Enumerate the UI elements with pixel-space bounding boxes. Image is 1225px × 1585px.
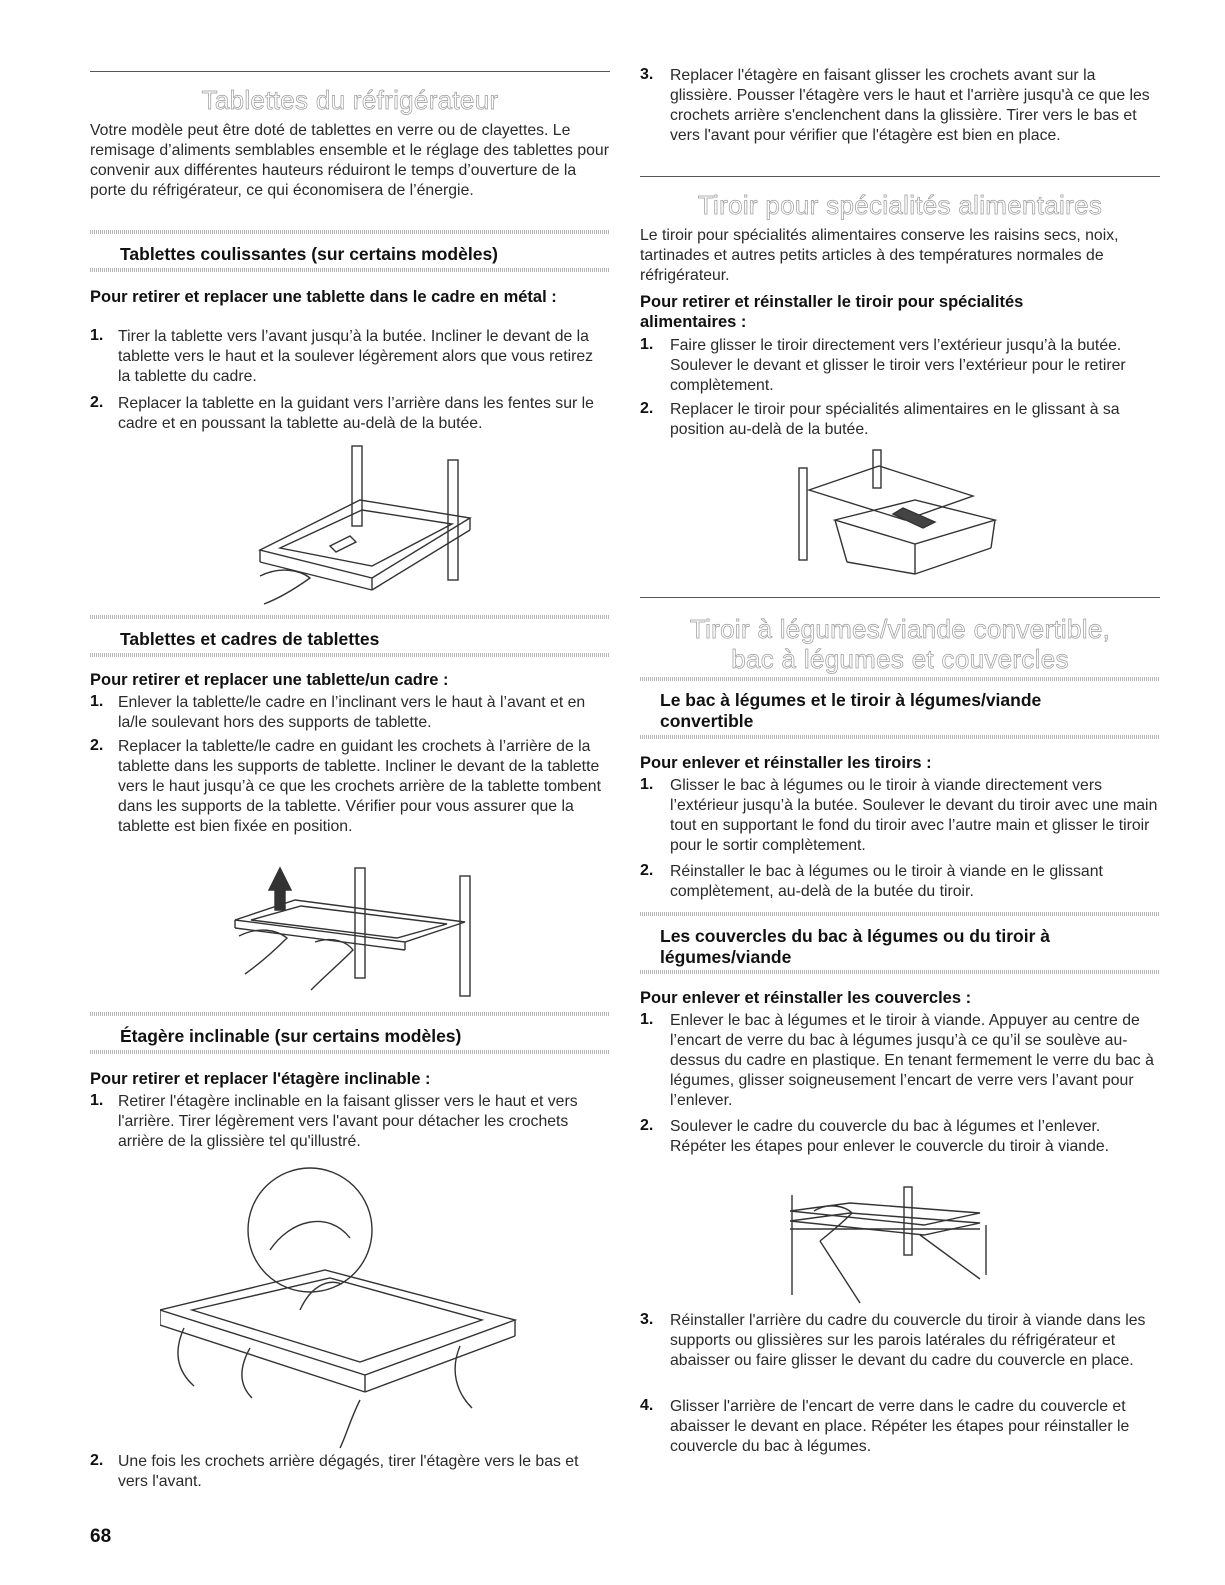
shelf-frame-illustration [215, 860, 475, 1005]
procedure-title: Pour retirer et replacer une tablette/un cadre : [90, 671, 449, 689]
step-number: 2. [640, 1117, 654, 1134]
divider [90, 230, 610, 234]
step-text: Replacer la tablette/le cadre en guidant les crochets à l’arrière de la tablette dans les supports de tablette. Incliner le devant de la tablette vers le haut jusqu’à ce que les crochets arrière de la tablette tombent dans les supports de la tablette. Vérifier pour vous assurer que la tablette est bien fixée en position. [118, 738, 601, 835]
step-text: Replacer le tiroir pour spécialités alimentaires en le glissant à sa position au-delà de la butée. [670, 401, 1120, 438]
step-number: 1. [640, 1011, 654, 1028]
step-number: 1. [640, 776, 654, 793]
specialty-drawer-intro: Le tiroir pour spécialités alimentaires conserve les raisins secs, noix, tartinades et autres petits articles à des températures normales de réfrigérateur. [640, 227, 1119, 284]
step-text: Soulever le cadre du couvercle du bac à légumes et l’enlever. Répéter les étapes pour enlever le couvercle du tiroir à viande. [670, 1118, 1110, 1155]
divider [90, 268, 610, 272]
step-number: 2. [640, 400, 654, 417]
section-title-crisper-line2: bac à légumes et couvercles [731, 644, 1069, 674]
divider [640, 735, 1160, 739]
procedure-title: Pour enlever et réinstaller les couvercles : [640, 989, 972, 1007]
step-number: 4. [640, 1397, 654, 1414]
step-number: 2. [90, 1452, 104, 1469]
page-number: 68 [90, 1526, 112, 1547]
step-text: Glisser l'arrière de l'encart de verre dans le cadre du couvercle et abaisser le devant en place. Répéter les étapes pour réinstaller le couvercle du bac à légumes. [670, 1398, 1130, 1455]
top-rule-left [90, 71, 610, 72]
step-text: Une fois les crochets arrière dégagés, tirer l'étagère vers le bas et vers l'avant. [118, 1453, 579, 1490]
divider [640, 677, 1160, 681]
step-number: 2. [90, 737, 104, 754]
step-text: Tirer la tablette vers l’avant jusqu’à la butée. Incliner le devant de la tablette vers le haut et la soulever légèrement alors que vous retirez la tablette du cadre. [118, 328, 594, 385]
subheading-shelves-frames: Tablettes et cadres de tablettes [120, 629, 380, 649]
tilting-shelf-illustration [160, 1160, 540, 1450]
subheading-covers: Les couvercles du bac à légumes ou du tiroir à légumes/viande [660, 926, 1050, 967]
step-number: 1. [640, 336, 654, 353]
section-title-shelves: Tablettes du réfrigérateur [201, 85, 499, 115]
divider [640, 912, 1160, 916]
step-text: Réinstaller l'arrière du cadre du couvercle du tiroir à viande dans les supports ou glissières sur les parois latérales du réfrigérateur et abaisser ou faire glisser le devant du cadre du couvercle en place. [670, 1312, 1146, 1369]
step-text: Retirer l'étagère inclinable en la faisant glisser vers le haut et vers l'arrière. Tirer légèrement vers l'avant pour détacher les crochets arrière de la glissière tel qu'illustré. [118, 1093, 578, 1150]
section-title-specialty-drawer: Tiroir pour spécialités alimentaires [697, 190, 1103, 220]
step-text: Enlever le bac à légumes et le tiroir à viande. Appuyer au centre de l’encart de verre du bac à légumes jusqu’à ce qu’il se soulève au-dessus du cadre en plastique. En tenant fermement le verre du bac à légumes, glisser soigneusement l’encart de verre vers l’avant pour l’enlever. [670, 1012, 1154, 1109]
step-text: Faire glisser le tiroir directement vers l’extérieur jusqu’à la butée. Soulever le devant et glisser le tiroir vers l’extérieur pour le retirer complètement. [670, 337, 1126, 394]
step-text: Glisser le bac à légumes ou le tiroir à viande directement vers l’extérieur jusqu’à la butée. Soulever le devant du tiroir avec une main tout en supportant le fond du tiroir avec l’autre main et glisser le tiroir pour le sortir complètement. [670, 777, 1158, 854]
section-rule [640, 597, 1160, 598]
step-number: 1. [90, 693, 104, 710]
section-title-crisper-line1: Tiroir à légumes/viande convertible, [689, 614, 1111, 644]
subheading-crisper-drawer: Le bac à légumes et le tiroir à légumes/viande convertible [660, 690, 1042, 731]
step-number: 2. [90, 394, 104, 411]
step-text: Replacer l'étagère en faisant glisser les crochets avant sur la glissière. Pousser l'étagère vers le haut et l'arrière jusqu'à ce que les crochets arrière s'enclenchent dans la glissière. Tirer vers le bas et vers l'avant pour vérifier que l'étagère est bien en place. [670, 67, 1150, 144]
step-number: 1. [90, 327, 104, 344]
crisper-cover-illustration [790, 1185, 990, 1305]
step-number: 3. [640, 66, 654, 83]
sliding-shelf-illustration [240, 438, 480, 608]
procedure-title: Pour retirer et replacer une tablette dans le cadre en métal : [90, 288, 557, 306]
subheading-tilting-shelf: Étagère inclinable (sur certains modèles) [120, 1026, 462, 1046]
procedure-title: Pour retirer et réinstaller le tiroir pour spécialités alimentaires : [640, 293, 1024, 331]
divider [90, 615, 610, 619]
step-number: 1. [90, 1092, 104, 1109]
procedure-title: Pour retirer et replacer l'étagère inclinable : [90, 1070, 431, 1088]
step-number: 2. [640, 862, 654, 879]
section-rule [640, 176, 1160, 177]
divider [90, 1012, 610, 1016]
procedure-title: Pour enlever et réinstaller les tiroirs : [640, 754, 932, 772]
step-text: Enlever la tablette/le cadre en l’inclinant vers le haut à l’avant et en la/le soulevant hors des supports de tablette. [118, 694, 586, 731]
step-text: Replacer la tablette en la guidant vers l’arrière dans les fentes sur le cadre et en poussant la tablette au-delà de la butée. [118, 395, 594, 432]
subheading-sliding-shelves: Tablettes coulissantes (sur certains modèles) [120, 244, 499, 264]
step-text: Réinstaller le bac à légumes ou le tiroir à viande en le glissant complètement, au-delà de la butée du tiroir. [670, 863, 1103, 900]
specialty-drawer-illustration [795, 440, 1015, 580]
divider [640, 970, 1160, 974]
divider [90, 653, 610, 657]
divider [90, 1050, 610, 1054]
shelves-intro: Votre modèle peut être doté de tablettes en verre ou de clayettes. Le remisage d’aliments semblables ensemble et le réglage des tablettes pour convenir aux différentes hauteurs réduiront le temps d’ouverture de la porte du réfrigérateur, ce qui économisera de l’énergie. [90, 122, 609, 199]
step-number: 3. [640, 1311, 654, 1328]
